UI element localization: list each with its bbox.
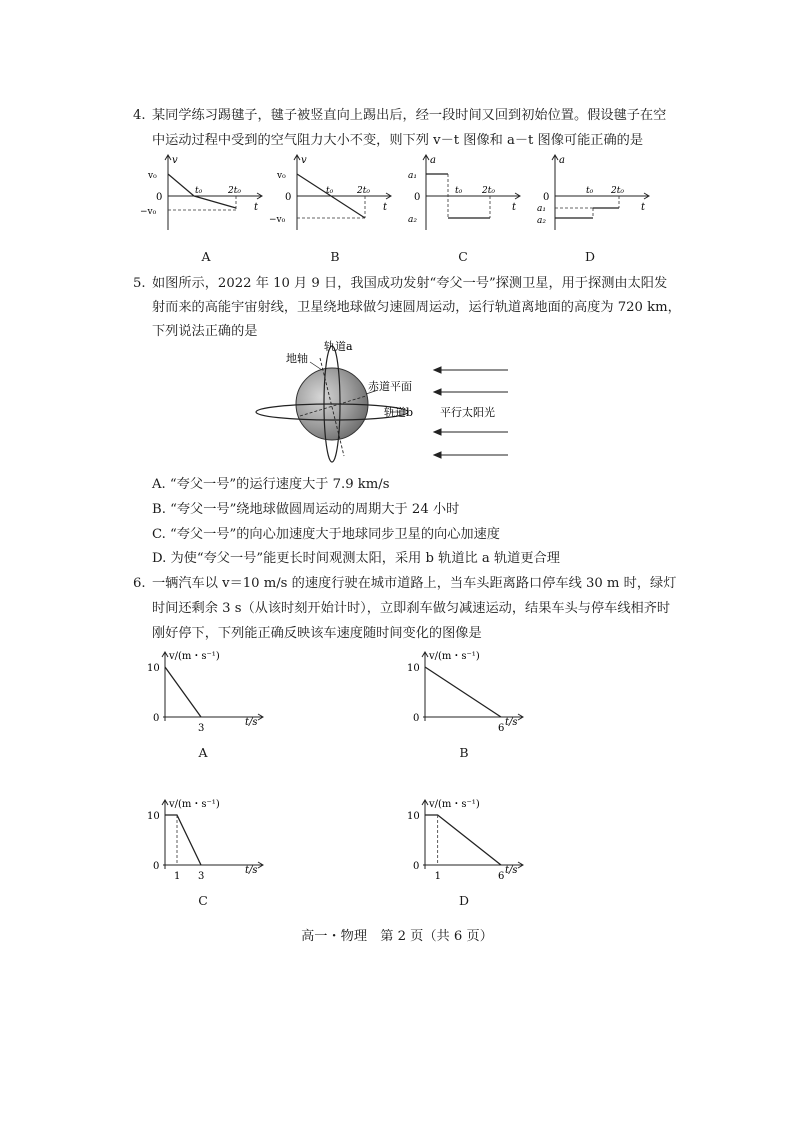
q5-stem-line3: 下列说法正确的是 [152,324,258,339]
q6-option-c: C [198,893,208,908]
q4a-axis-v: v [172,155,178,166]
q5-stem-line2: 射而来的高能宇宙射线，卫星绕地球做匀速圆周运动，运行轨道离地面的高度为 720 km， [152,300,681,315]
q5-choice-a: A. “夸父一号”的运行速度大于 7.9 km/s [152,477,390,492]
q5-number: 5. [133,276,146,291]
q4a-v0: v₀ [148,171,157,181]
y-tick-10: 10 [407,663,420,674]
label-earth-axis: 地轴 [286,352,308,365]
origin-label: 0 [413,713,420,724]
x-tick-3: 3 [198,871,205,882]
q4a-neg-v0: −v₀ [140,207,157,217]
q4-graph-b [269,152,397,234]
q4b-zero: 0 [285,192,292,203]
q4a-2t0: 2t₀ [228,186,241,196]
y-tick-10: 10 [147,811,160,822]
q4c-axis-t: t [512,202,517,213]
label-parallel-sunlight: 平行太阳光 [440,406,495,419]
q4a-axis-t: t [254,202,259,213]
q4-option-a: A [201,249,211,264]
y-tick-10: 10 [147,663,160,674]
q5-stem-line1: 如图所示，2022 年 10 月 9 日，我国成功发射“夸父一号”探测卫星，用于探测由太阳发 [152,276,668,291]
q4b-neg-v0: −v₀ [269,215,286,225]
y-axis-label: v/(m・s⁻¹) [169,799,220,810]
x-tick-6: 6 [498,871,505,882]
q4-option-b: B [330,249,340,264]
velocity-line [165,667,201,717]
q6-option-a: A [198,745,208,760]
label-equator-plane: 赤道平面 [368,380,412,393]
q4d-a1: a₁ [537,204,546,214]
q6-chart-d [405,793,530,883]
page-footer: 高一・物理 第 2 页（共 6 页） [301,929,493,944]
y-axis-label: v/(m・s⁻¹) [429,651,480,662]
q4d-axis-a: a [559,155,565,166]
q6-stem-line2: 时间还剩余 3 s（从该时刻开始计时），立即刹车做匀减速运动，结果车头与停车线相齐时 [152,601,671,616]
q5-choice-d: D. 为使“夸父一号”能更长时间观测太阳，采用 b 轨道比 a 轨道更合理 [152,551,560,566]
q4b-axis-v: v [301,155,307,166]
velocity-line [425,815,501,865]
q4c-zero: 0 [414,192,421,203]
t-axis-label: t/s [505,717,518,728]
q6-chart-a [145,645,270,735]
q4c-a2: a₂ [408,215,417,225]
q4-option-c: C [458,249,468,264]
x-tick-6: 6 [498,723,505,734]
label-orbit-b: 轨道b [384,406,414,419]
y-axis-label: v/(m・s⁻¹) [429,799,480,810]
q4d-a2: a₂ [537,216,546,226]
q4b-axis-t: t [383,202,388,213]
q4d-2t0: 2t₀ [611,186,624,196]
q4c-a1: a₁ [408,171,417,181]
t-axis-label: t/s [505,865,518,876]
q4c-t0: t₀ [455,186,463,196]
y-axis-label: v/(m・s⁻¹) [169,651,220,662]
q4c-2t0: 2t₀ [482,186,495,196]
q6-stem-line1: 一辆汽车以 v＝10 m/s 的速度行驶在城市道路上，当车头距离路口停车线 30 m 时，绿灯 [152,576,677,591]
q5-choice-c: C. “夸父一号”的向心加速度大于地球同步卫星的向心加速度 [152,527,500,542]
q4c-axis-a: a [430,155,436,166]
velocity-line [425,667,501,717]
q6-option-b: B [459,745,469,760]
q6-stem-line3: 刚好停下，下列能正确反映该车速度随时间变化的图像是 [152,626,482,641]
q6-chart-b [405,645,530,735]
label-orbit-a: 轨道a [324,340,353,353]
q4b-v0: v₀ [277,171,286,181]
q4b-t0: t₀ [326,186,334,196]
t-axis-label: t/s [245,865,258,876]
origin-label: 0 [153,861,160,872]
q4-option-d: D [584,249,596,264]
q4-graph-c [408,152,526,234]
q5-choice-b: B. “夸父一号”绕地球做圆周运动的周期大于 24 小时 [152,502,460,517]
q4-stem-line1: 某同学练习踢毽子，毽子被竖直向上踢出后，经一段时间又回到初始位置。假设毽子在空 [152,108,667,123]
q6-number: 6. [133,576,146,591]
velocity-line [165,815,201,865]
y-tick-10: 10 [407,811,420,822]
q4-graph-a [140,152,268,234]
x-tick-3: 3 [198,723,205,734]
q4d-axis-t: t [641,202,646,213]
q4a-t0: t₀ [195,186,203,196]
q4d-t0: t₀ [586,186,594,196]
q6-option-d: D [458,893,470,908]
q4-stem-line2: 中运动过程中受到的空气阻力大小不变，则下列 v－t 图像和 a－t 图像可能正确的是 [152,133,644,148]
q4-graph-d [537,152,655,234]
q5-earth-orbit-figure [270,338,530,468]
origin-label: 0 [413,861,420,872]
x-tick-1: 1 [434,871,442,882]
q4a-zero: 0 [156,192,163,203]
q4b-2t0: 2t₀ [357,186,370,196]
x-tick-1: 1 [174,871,181,882]
q4a-fall-line [194,196,236,208]
q4a-rise-line [168,174,194,196]
q6-chart-c [145,793,270,883]
q4d-zero: 0 [543,192,550,203]
t-axis-label: t/s [245,717,258,728]
origin-label: 0 [153,713,160,724]
q4-number: 4. [133,108,146,123]
